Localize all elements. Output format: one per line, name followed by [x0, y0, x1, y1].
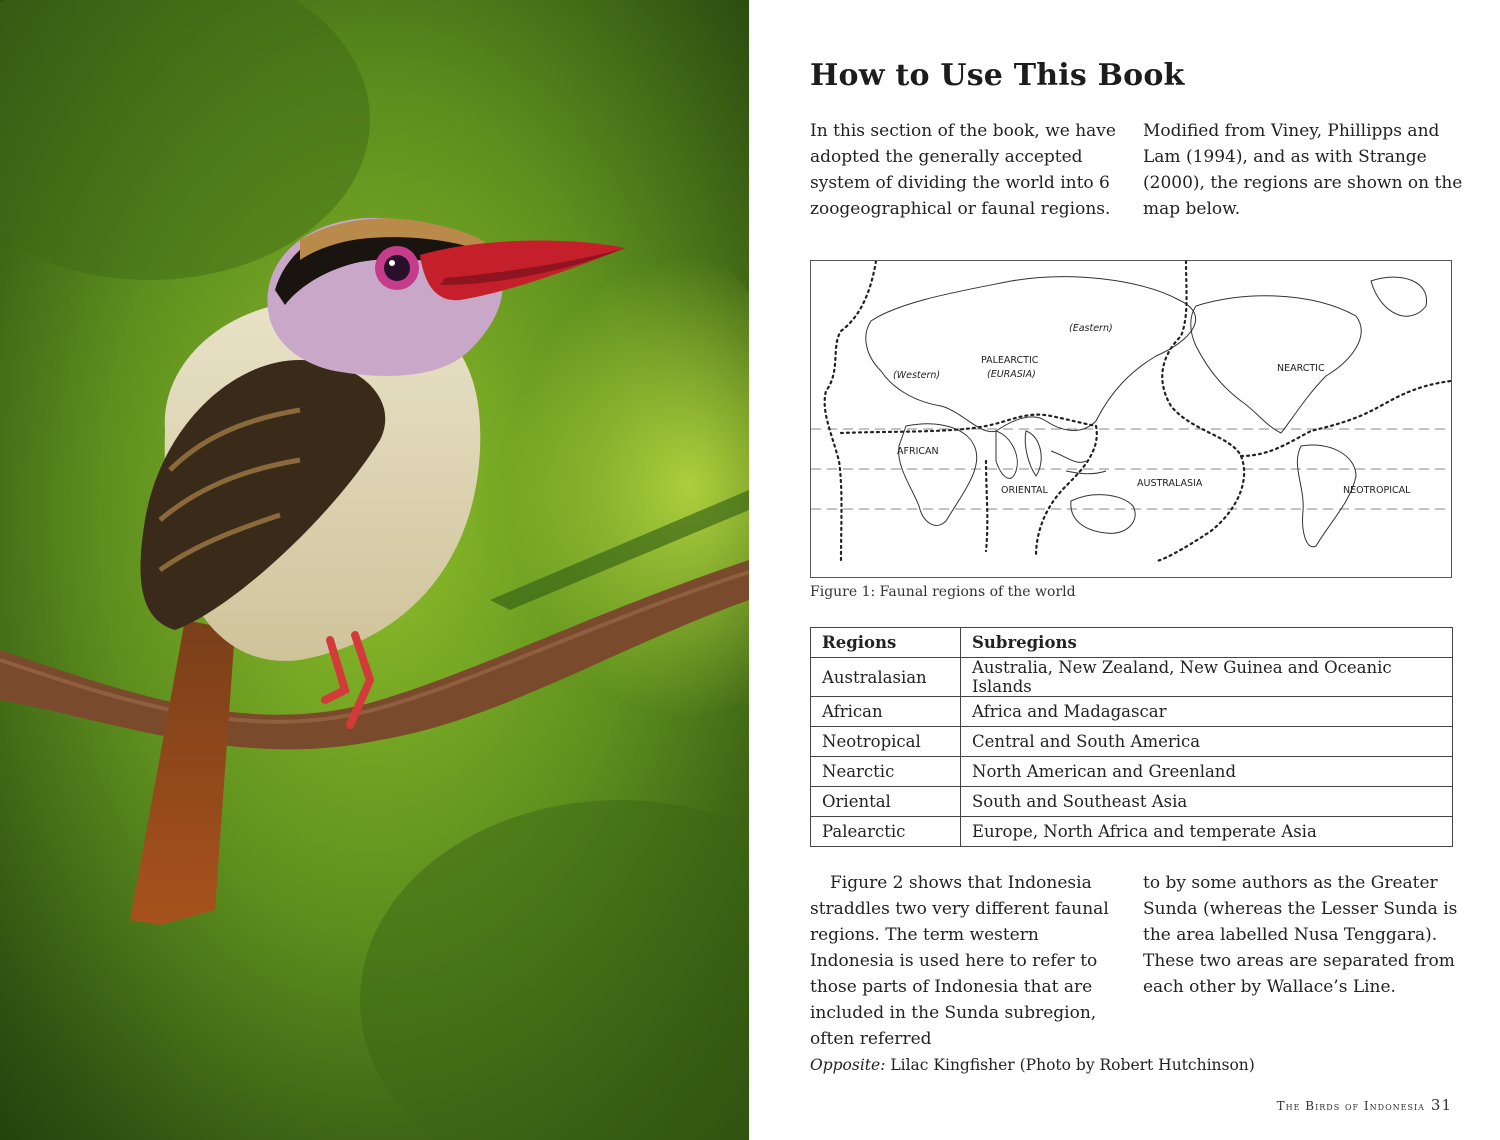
table-header-regions: Regions	[811, 628, 961, 658]
map-label-australasia: AUSTRALASIA	[1137, 478, 1203, 489]
table-row	[811, 727, 1453, 757]
table-cell-region: Oriental	[811, 787, 961, 817]
table-cell-subregion: Central and South America	[961, 727, 1453, 757]
photo-credit	[810, 1056, 1255, 1074]
regions-table	[810, 627, 1453, 847]
running-head: The Birds of Indonesia	[1276, 1099, 1425, 1113]
table-row	[811, 697, 1453, 727]
map-label-eastern: (Eastern)	[1069, 323, 1113, 334]
table-cell-subregion: North American and Greenland	[961, 757, 1453, 787]
table-cell-subregion: Australia, New Zealand, New Guinea and Oceanic Islands	[961, 658, 1453, 697]
faunal-regions-map	[810, 260, 1452, 578]
table-cell-region: Neotropical	[811, 727, 961, 757]
intro-left-column: In this section of the book, we have adopted the generally accepted system of dividing the world into 6 zoogeographical or faunal regions.	[810, 121, 1116, 219]
table-row	[811, 757, 1453, 787]
table-header-subregions: Subregions	[961, 628, 1453, 658]
table-row	[811, 817, 1453, 847]
intro-right-column: Modified from Viney, Phillipps and Lam (1994), and as with Strange (2000), the regions are shown on the map below.	[1143, 121, 1463, 219]
kingfisher-photo	[0, 0, 749, 1140]
opposite-text: Lilac Kingfisher (Photo by Robert Hutchinson)	[885, 1056, 1255, 1074]
body-right-column: to by some authors as the Greater Sunda (whereas the Lesser Sunda is the area labelled Nusa Tenggara). These two areas are separated from each other by Wallace’s Line.	[1143, 873, 1458, 997]
table-header-row	[811, 628, 1453, 658]
table-cell-region: African	[811, 697, 961, 727]
map-label-western: (Western)	[893, 370, 941, 381]
map-label-eurasia: (EURASIA)	[987, 369, 1036, 380]
table-cell-region: Nearctic	[811, 757, 961, 787]
map-label-nearctic: NEARCTIC	[1277, 363, 1325, 374]
table-cell-region: Palearctic	[811, 817, 961, 847]
table-cell-subregion: South and Southeast Asia	[961, 787, 1453, 817]
page-title: How to Use This Book	[810, 58, 1185, 93]
map-label-palearctic: PALEARCTIC	[981, 355, 1039, 366]
opposite-label: Opposite:	[810, 1056, 886, 1074]
table-cell-subregion: Africa and Madagascar	[961, 697, 1453, 727]
text-page	[749, 0, 1500, 1140]
table-row	[811, 787, 1453, 817]
body-left-column: Figure 2 shows that Indonesia straddles two very different faunal regions. The term western Indonesia is used here to refer to those parts of Indonesia that are included in the Sunda subregion, often referred	[810, 873, 1109, 1049]
table-cell-region: Australasian	[811, 658, 961, 697]
map-label-african: AFRICAN	[897, 446, 939, 457]
table-cell-subregion: Europe, North Africa and temperate Asia	[961, 817, 1453, 847]
table-row	[811, 658, 1453, 697]
page-number: 31	[1430, 1096, 1452, 1114]
map-label-oriental: ORIENTAL	[1001, 485, 1048, 496]
figure-caption: Figure 1: Faunal regions of the world	[810, 584, 1076, 600]
running-footer	[1277, 1096, 1452, 1114]
map-label-neotropical: NEOTROPICAL	[1343, 485, 1411, 496]
